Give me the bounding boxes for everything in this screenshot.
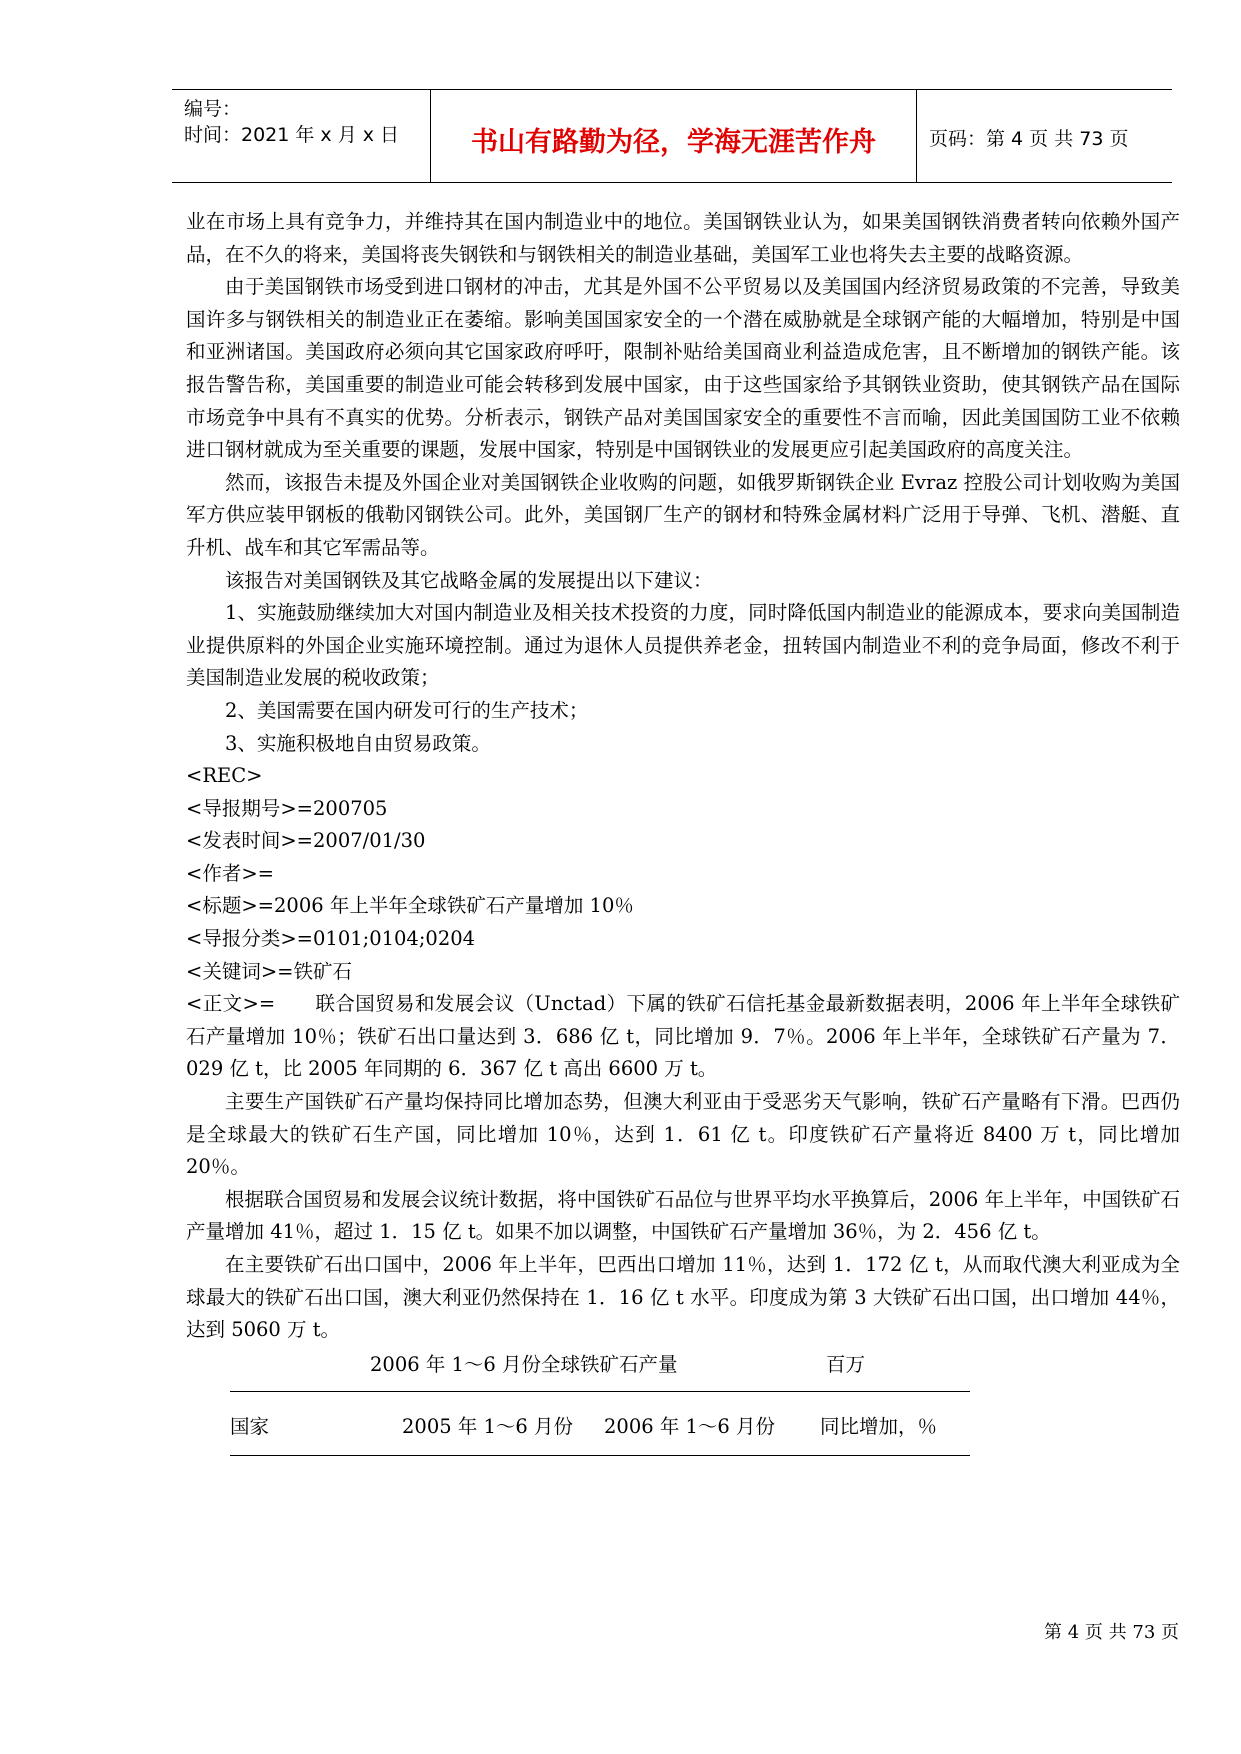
header-motto-cell: [431, 90, 917, 182]
record-keywords: <关键词>=铁矿石: [186, 959, 353, 983]
record-author: <作者>=: [186, 861, 275, 885]
paragraph: 由于美国钢铁市场受到进口钢材的冲击，尤其是外国不公平贸易以及美国国内经济贸易政策的不完善，导致美国许多与钢铁相关的制造业正在萎缩。影响美国国家安全的一个潜在威胁就是全球钢产能的大幅增加，特别是中国和亚洲诸国。美国政府必须向其它国家政府呼吁，限制补贴给美国商业利益造成危害，且不断增加的钢铁产能。该报告警告称，美国重要的制造业可能会转移到发展中国家，由于这些国家给予其钢铁业资助，使其钢铁产品在国际市场竞争中具有不真实的优势。分析表示，钢铁产品对美国国家安全的重要性不言而喻，因此美国国防工业不依赖进口钢材就成为至关重要的课题，发展中国家，特别是中国钢铁业的发展更应引起美国政府的高度关注。: [186, 275, 1180, 462]
record-marker: <REC>: [186, 764, 263, 788]
paragraph: 3、实施积极地自由贸易政策。: [225, 731, 491, 755]
page-footer: 第 4 页 共 73 页: [1044, 1622, 1179, 1643]
paragraph: 该报告对美国钢铁及其它战略金属的发展提出以下建议：: [225, 568, 713, 592]
paragraph: 1、实施鼓励继续加大对国内制造业及相关技术投资的力度，同时降低国内制造业的能源成本，要求向美国制造业提供原料的外国企业实施环境控制。通过为退休人员提供养老金，扭转国内制造业不利的竞争局面，修改不利于美国制造业发展的税收政策；: [186, 601, 1180, 690]
paragraph: 业在市场上具有竞争力，并维持其在国内制造业中的地位。美国钢铁业认为，如果美国钢铁消费者转向依赖外国产品，在不久的将来，美国将丧失钢铁和与钢铁相关的制造业基础，美国军工业也将失去主要的战略资源。: [186, 210, 1180, 266]
header-page-cell: [917, 90, 1172, 182]
document-number-label: 编号：: [184, 98, 242, 120]
table-header-change: 同比增加，％: [820, 1414, 938, 1438]
page-header: [172, 89, 1172, 183]
paragraph: 然而，该报告未提及外国企业对美国钢铁企业收购的问题，如俄罗斯钢铁企业 Evraz 控股公司计划收购为美国军方供应装甲钢板的俄勒冈钢铁公司。此外，美国钢厂生产的钢材和特殊金属材料广泛用于导弹、飞机、潜艇、直升机、战车和其它军需品等。: [186, 470, 1180, 559]
table-title: 2006 年 1～6 月份全球铁矿石产量: [370, 1352, 678, 1376]
header-page-info: 页码：第 4 页 共 73 页: [929, 128, 1129, 150]
record-body-lead: <正文>= 联合国贸易和发展会议（Unctad）下属的铁矿石信托基金最新数据表明，2006 年上半年全球铁矿石产量增加 10％；铁矿石出口量达到 3．686 亿 t，同比增加 9．7％。2006 年上半年，全球铁矿石产量为 7．029 亿 t，比 2005 年同期的 6．367 亿 t 高出 6600 万 t。: [186, 992, 1180, 1081]
paragraph: 2、美国需要在国内研发可行的生产技术；: [225, 698, 589, 722]
document-time-label: 时间：2021 年 x 月 x 日: [184, 124, 400, 146]
table-unit: 百万: [826, 1352, 866, 1376]
table-header-country: 国家: [230, 1414, 270, 1438]
paragraph: 在主要铁矿石出口国中，2006 年上半年，巴西出口增加 11％，达到 1．172 亿 t，从而取代澳大利亚成为全球最大的铁矿石出口国，澳大利亚仍然保持在 1．16 亿 t 水平。印度成为第 3 大铁矿石出口国，出口增加 44％，达到 5060 万 t。: [186, 1253, 1180, 1342]
record-date: <发表时间>=2007/01/30: [186, 829, 426, 853]
table-header-2005: 2005 年 1～6 月份: [402, 1414, 574, 1438]
table-rule-header: [230, 1455, 970, 1456]
production-table: [186, 1347, 1180, 1467]
record-title: <标题>=2006 年上半年全球铁矿石产量增加 10％: [186, 894, 634, 918]
document-body: [186, 206, 1180, 1467]
table-rule-top: [230, 1391, 970, 1392]
paragraph: 主要生产国铁矿石产量均保持同比增加态势，但澳大利亚由于受恶劣天气影响，铁矿石产量略有下滑。巴西仍是全球最大的铁矿石生产国，同比增加 10％，达到 1．61 亿 t。印度铁矿石产量将近 8400 万 t，同比增加 20％。: [186, 1090, 1180, 1179]
record-category: <导报分类>=0101;0104;0204: [186, 927, 476, 951]
motto-text: 书山有路勤为径，学海无涯苦作舟: [471, 127, 876, 158]
table-header-2006: 2006 年 1～6 月份: [604, 1414, 776, 1438]
header-meta-cell: [172, 90, 431, 182]
paragraph: 根据联合国贸易和发展会议统计数据，将中国铁矿石品位与世界平均水平换算后，2006 年上半年，中国铁矿石产量增加 41％，超过 1．15 亿 t。如果不加以调整，中国铁矿石产量增加 36％，为 2．456 亿 t。: [186, 1187, 1180, 1244]
record-issue: <导报期号>=200705: [186, 796, 388, 820]
